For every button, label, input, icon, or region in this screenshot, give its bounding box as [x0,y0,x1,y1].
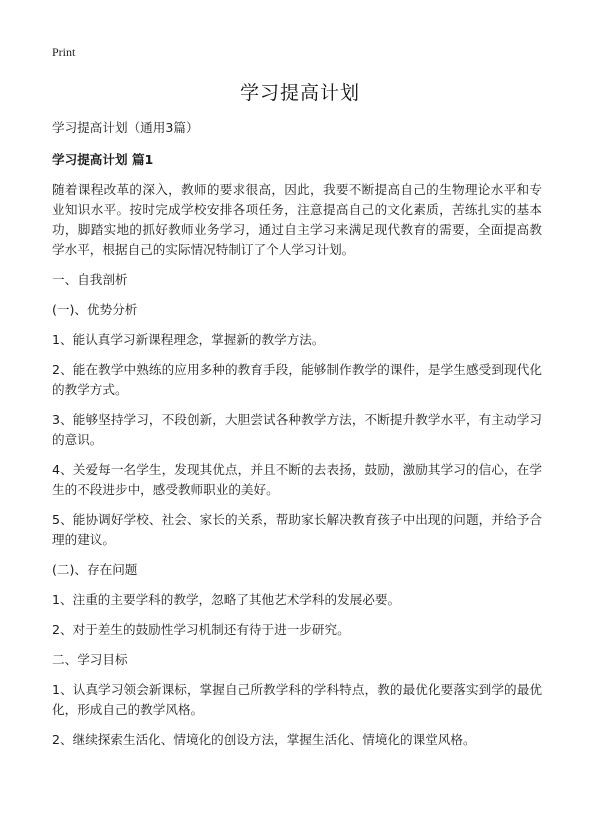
heading-problems: (二)、存在问题 [52,562,138,577]
document-body [52,118,542,760]
section-title: 学习提高计划 篇1 [52,152,154,167]
list-item: 1、注重的主要学科的教学，忽略了其他艺术学科的发展必要。 [52,592,401,607]
list-item: 1、能认真学习新课程理念，掌握新的教学方法。 [52,332,325,347]
heading-strengths: (一)、优势分析 [52,302,138,317]
document-subtitle: 学习提高计划（通用3篇） [52,120,199,135]
page-title: 学习提高计划 [239,82,360,104]
heading-self-analysis: 一、自我剖析 [52,272,128,287]
list-item: 2、能在教学中熟练的应用多种的教育手段，能够制作教学的课件，是学生感受到现代化的教学方式。 [52,362,542,397]
list-item: 2、对于差生的鼓励性学习机制还有待于进一步研究。 [52,622,350,637]
list-item: 1、认真学习领会新课标，掌握自己所教学科的学科特点，教的最优化要落实到学的最优化，形成自己的教学风格。 [52,682,542,717]
print-link[interactable]: Print [52,45,76,59]
heading-goals: 二、学习目标 [52,652,128,667]
list-item: 2、继续探索生活化、情境化的创设方法，掌握生活化、情境化的课堂风格。 [52,732,476,747]
list-item: 5、能协调好学校、社会、家长的关系，帮助家长解决教育孩子中出现的问题，并给予合理的建议。 [52,512,542,547]
intro-paragraph: 随着课程改革的深入，教师的要求很高，因此，我要不断提高自己的生物理论水平和专业知识水平。按时完成学校安排各项任务，注意提高自己的文化素质，苦练扎实的基本功，脚踏实地的抓好教师业务学习，通过自主学习来满足现代教育的需要，全面提高教学水平，根据自己的实际情况特制订了个人学习计划。 [52,182,542,257]
list-item: 4、关爱每一名学生，发现其优点，并且不断的去表扬，鼓励，激励其学习的信心，在学生的不段进步中，感受教师职业的美好。 [52,462,542,497]
list-item: 3、能够坚持学习，不段创新，大胆尝试各种教学方法，不断提升教学水平，有主动学习的意识。 [52,412,542,447]
